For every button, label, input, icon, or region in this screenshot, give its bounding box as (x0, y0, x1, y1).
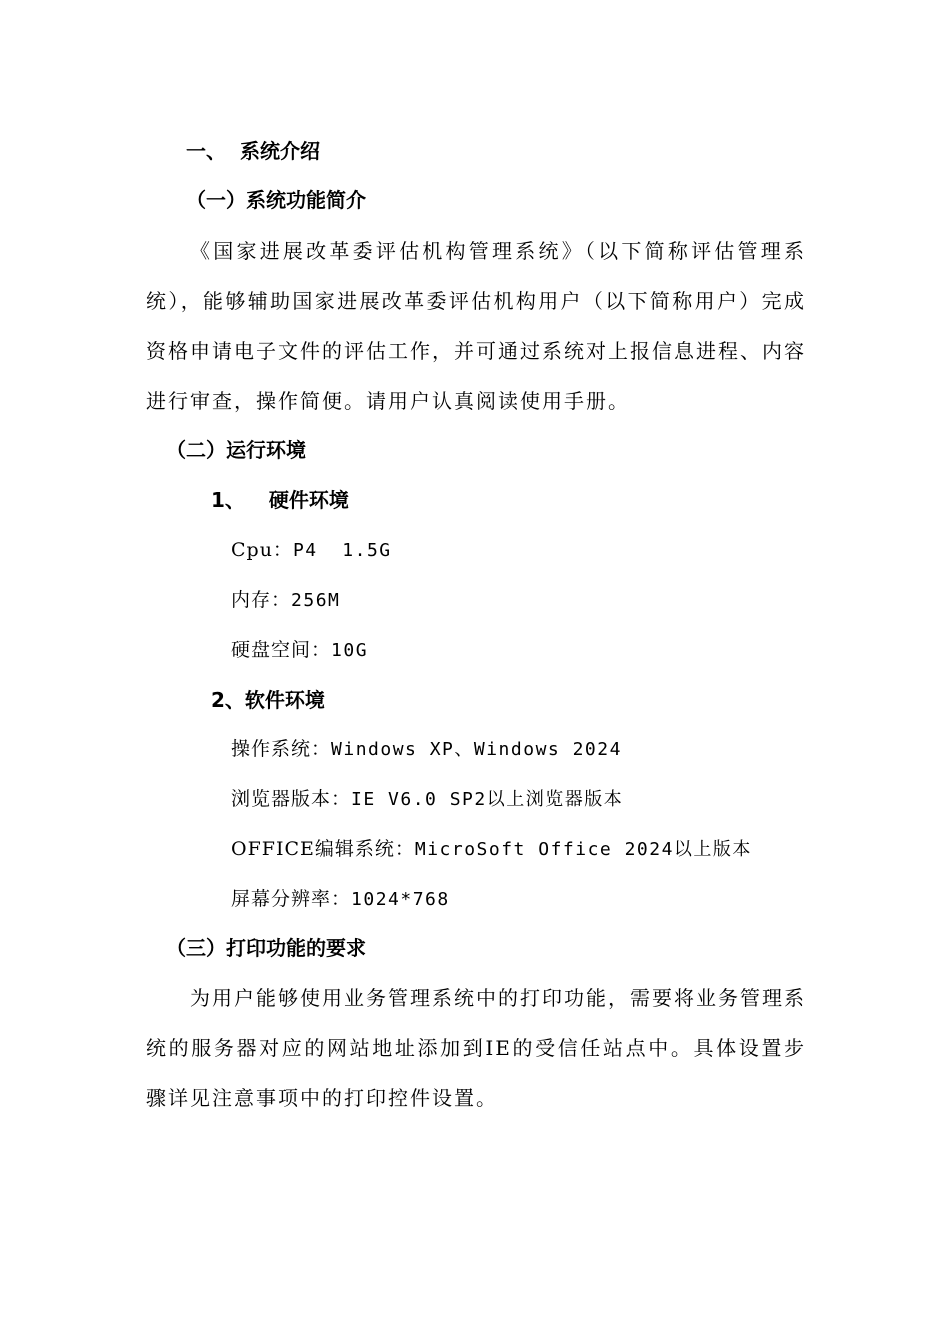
hardware-heading (211, 485, 349, 515)
hardware-item-cpu (231, 535, 392, 566)
subsection-heading-overview: （一）系统功能简介 (186, 188, 366, 212)
spec-label: 操作系统： (231, 738, 332, 760)
hardware-heading-number: 1、 (211, 488, 245, 512)
printing-paragraph: 为用户能够使用业务管理系统中的打印功能，需要将业务管理系统的服务器对应的网站地址添加到IE的受信任站点中。具体设置步骤详见注意事项中的打印控件设置。 (146, 986, 806, 1110)
spec-label: 内存： (231, 589, 292, 611)
software-item-office (231, 834, 752, 865)
hardware-heading-title: 硬件环境 (268, 488, 349, 512)
section-title: 系统介绍 (240, 139, 320, 163)
software-item-browser (231, 784, 623, 815)
spec-label: 浏览器版本： (231, 788, 352, 810)
subsection-heading-printing: （三）打印功能的要求 (166, 936, 366, 960)
spec-value: 10G (331, 640, 369, 661)
spec-value: MicroSoft Office 2024以上版本 (414, 839, 752, 860)
software-item-os (231, 734, 622, 765)
subsection-heading-environment: （二）运行环境 (166, 438, 306, 462)
spec-value: 1024*768 (351, 889, 450, 910)
overview-paragraph: 《国家进展改革委评估机构管理系统》（以下简称评估管理系统），能够辅助国家进展改革委评估机构用户（以下简称用户）完成资格申请电子文件的评估工作，并可通过系统对上报信息进程、内容进行审查，操作简便。请用户认真阅读使用手册。 (146, 239, 806, 413)
spec-label: 屏幕分辨率： (231, 888, 352, 910)
section-number: 一、 (186, 139, 226, 163)
spec-value: P4 1.5G (292, 540, 392, 561)
section-heading (186, 136, 320, 166)
spec-label: 硬盘空间： (231, 639, 332, 661)
spec-label: OFFICE编辑系统： (231, 838, 415, 860)
spec-value: 256M (291, 590, 341, 611)
hardware-item-disk (231, 635, 368, 666)
spec-value: IE V6.0 SP2以上浏览器版本 (351, 789, 624, 810)
software-heading: 2、软件环境 (211, 688, 325, 712)
hardware-item-memory (231, 585, 340, 616)
spec-label: Cpu： (231, 539, 293, 561)
software-item-resolution (231, 884, 450, 915)
spec-value: Windows XP、Windows 2024 (331, 739, 622, 760)
